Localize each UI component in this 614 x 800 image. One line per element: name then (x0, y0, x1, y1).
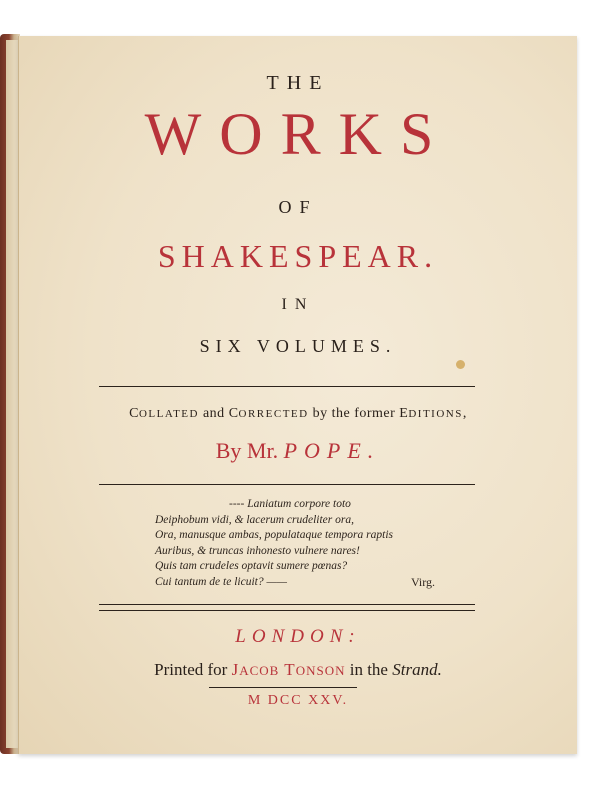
printed-strand: Strand. (392, 660, 442, 679)
by-mr: By Mr. (215, 438, 284, 463)
printer-name (232, 660, 346, 679)
title-author: SHAKESPEAR. (157, 238, 439, 274)
printer-acob: ACOB (239, 663, 280, 678)
rule-2 (99, 484, 475, 485)
title-page (18, 36, 577, 754)
title-of: OF (278, 197, 318, 217)
corrected-cap: C (228, 406, 239, 421)
imprint-date: M DCC XXV. (247, 693, 349, 708)
rule-5 (209, 687, 357, 688)
epigraph-line: Ora, manusque ambas, populataque tempora raptis (155, 529, 393, 541)
editor-name: POPE. (283, 438, 381, 463)
collated-and: and (198, 406, 229, 421)
corrected-smallcaps: ORRECTED (238, 408, 309, 420)
epigraph-attribution: Virg. (410, 575, 435, 589)
title-in: IN (281, 296, 315, 313)
printer-onson: ONSON (295, 663, 346, 678)
title-volumes: SIX VOLUMES. (199, 336, 397, 356)
collated-smallcaps: OLLATED (138, 408, 199, 420)
printed-in-the: in the (345, 660, 393, 679)
editor-line (19, 438, 577, 464)
printer-j: J (231, 660, 240, 679)
collated-cap: C (129, 406, 139, 421)
editions-smallcaps: DITIONS (408, 408, 463, 420)
rule-1 (99, 386, 475, 387)
title-the: THE (266, 72, 330, 94)
imprint-printer-line (19, 660, 577, 680)
imprint-place: LONDON: (235, 626, 361, 647)
collated-comma: , (462, 406, 467, 421)
title-works: WORKS (144, 101, 452, 167)
epigraph-line: Deiphobum vidi, & lacerum crudeliter ora, (155, 513, 354, 526)
epigraph (155, 497, 445, 590)
printer-t: T (284, 660, 296, 679)
epigraph-line: Auribus, & truncas inhonesto vulnere nares! (155, 544, 360, 557)
editions-cap: E (399, 406, 409, 421)
epigraph-line: Cui tantum de te licuit? —— (155, 575, 287, 588)
printed-for: Printed for (154, 660, 232, 679)
foxing-stain (456, 360, 465, 369)
rule-3 (99, 604, 475, 605)
epigraph-line: Quis tam crudeles optavit sumere pœnas? (155, 560, 348, 572)
collated-line (19, 406, 577, 422)
epigraph-line: ---- Laniatum corpore toto (229, 498, 351, 510)
rule-4 (99, 610, 475, 611)
collated-by-former: by the former (308, 406, 400, 421)
